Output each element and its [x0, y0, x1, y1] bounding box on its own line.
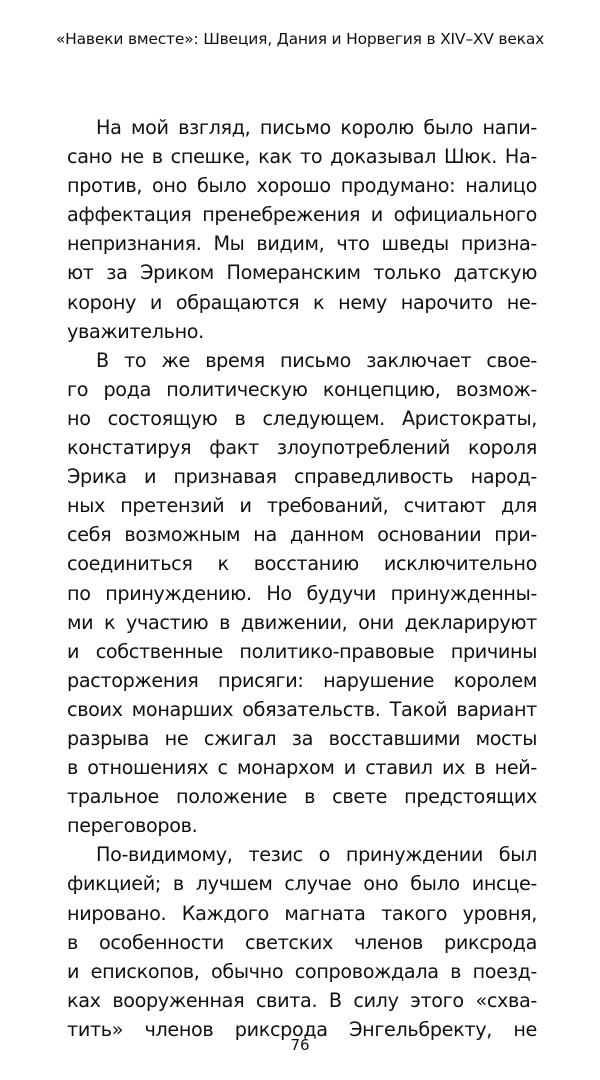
body-text [67, 113, 537, 1044]
text-line: тральное положение в свете предстоящих [67, 785, 537, 809]
text-line: тить» членов риксрода Энгельбректу, не [67, 1017, 537, 1041]
text-line: уважительно. [67, 319, 204, 343]
text-line: и собственные политико-правовые причины [67, 639, 537, 663]
text-line: своих монарших обязательств. Такой вариант [67, 697, 537, 721]
text-line: по принуждению. Но будучи принужденны- [67, 581, 537, 605]
text-line: но состоящую в следующем. Аристократы, [67, 406, 537, 430]
text-line: себя возможным на данном основании при- [67, 523, 537, 547]
text-line: расторжения присяги: нарушение королем [67, 668, 537, 692]
text-line: в отношениях с монархом и ставил их в ней- [67, 756, 537, 780]
text-line: констатируя факт злоупотреблений короля [67, 436, 537, 460]
page-number: 76 [290, 1036, 310, 1054]
text-line: фикцией; в лучшем случае оно было инсце- [67, 872, 537, 896]
text-line: На мой взгляд, письмо королю было напи- [96, 116, 537, 139]
text-line: По-видимому, тезис о принуждении был [96, 843, 537, 867]
text-line: корону и обращаются к нему нарочито не- [67, 290, 537, 314]
text-line: и епископов, обычно сопровождала в поезд- [67, 959, 537, 983]
text-line: сано не в спешке, как то доказывал Шюк. На- [67, 145, 537, 169]
text-line: аффектация пренебрежения и официального [67, 203, 537, 227]
running-head: «Навеки вместе»: Швеция, Дания и Норвегия в XIV–XV веках [55, 30, 545, 48]
text-line: Эрика и признавая справедливость народ- [67, 465, 537, 489]
text-line: соединиться к восстанию исключительно [67, 552, 537, 576]
text-line: непризнания. Мы видим, что шведы призна- [67, 232, 537, 256]
text-line: переговоров. [67, 814, 198, 838]
text-line: ках вооруженная свита. В силу этого «схва- [67, 988, 537, 1012]
text-line: нировано. Каждого магната такого уровня, [67, 901, 537, 925]
text-line: ют за Эриком Померанским только датскую [67, 261, 537, 285]
text-line: в особенности светских членов риксрода [67, 930, 537, 954]
text-line: ми к участию в движении, они декларируют [67, 610, 537, 634]
text-line: го рода политическую концепцию, возмож- [67, 377, 537, 401]
text-line: разрыва не сжигал за восставшими мосты [67, 726, 537, 750]
text-line: против, оно было хорошо продумано: налицо [67, 174, 537, 198]
text-line: В то же время письмо заключает свое- [96, 348, 537, 372]
text-line: ных претензий и требований, считают для [67, 494, 537, 518]
